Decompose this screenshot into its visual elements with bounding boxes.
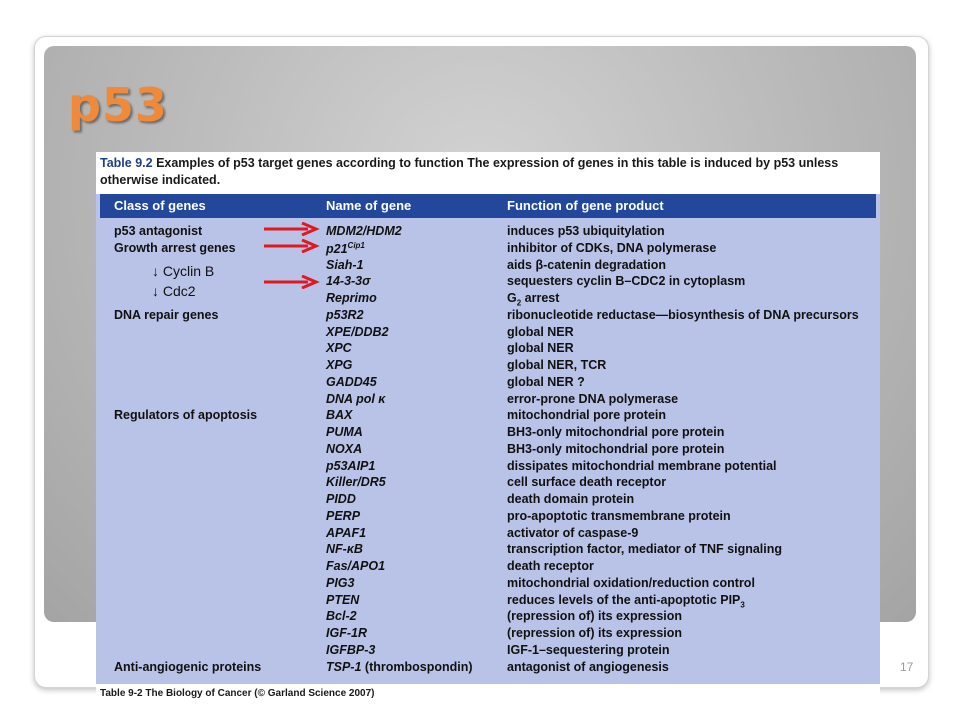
table-row — [96, 241, 880, 258]
arrow-p21-icon — [262, 239, 322, 253]
gene-suffix: (thrombospondin) — [361, 659, 473, 674]
row-function — [507, 308, 859, 322]
row-function — [507, 425, 724, 439]
table-row — [96, 542, 880, 559]
gene-name: DNA pol κ — [326, 391, 386, 406]
gene-name: MDM2/HDM2 — [326, 224, 402, 238]
row-gene — [326, 576, 355, 590]
row-gene — [326, 459, 375, 473]
row-gene — [326, 425, 363, 439]
function-text: activator of caspase-9 — [507, 525, 639, 540]
function-text: BH3-only mitochondrial pore protein — [507, 441, 725, 456]
function-text: antagonist of angiogenesis — [507, 659, 669, 674]
row-gene — [326, 660, 473, 674]
table-caption — [100, 155, 870, 189]
row-gene — [326, 308, 364, 322]
caption-rest: The expression of genes in this table is induced by p53 unless otherwise indicated. — [100, 156, 839, 187]
table-header — [100, 194, 876, 218]
gene-name: p53R2 — [326, 307, 364, 322]
table-row — [96, 509, 880, 526]
row-function — [507, 392, 678, 406]
gene-name: XPC — [326, 341, 352, 356]
function-text: death receptor — [507, 559, 594, 573]
caption-title: Examples of p53 target genes according to function — [156, 156, 464, 170]
gene-name: IGFBP-3 — [326, 642, 376, 657]
function-text: inhibitor of CDKs, DNA polymerase — [507, 240, 717, 255]
gene-name: PUMA — [326, 425, 363, 439]
table-row — [96, 392, 880, 409]
row-function — [507, 408, 666, 422]
row-gene — [326, 291, 377, 305]
table-row — [96, 475, 880, 492]
row-function — [507, 224, 665, 238]
table-row — [96, 224, 880, 241]
table-row — [96, 459, 880, 476]
gene-name: APAF1 — [326, 525, 367, 540]
row-function — [507, 341, 574, 355]
function-text: error-prone DNA polymerase — [507, 391, 679, 406]
row-function — [507, 559, 594, 573]
row-gene — [326, 509, 360, 523]
gene-name: p21 — [326, 241, 348, 256]
function-text: global NER — [507, 341, 574, 356]
gene-name: Reprimo — [326, 291, 377, 305]
row-gene — [326, 559, 385, 573]
row-class: Regulators of apoptosis — [114, 408, 258, 423]
table-row — [96, 609, 880, 626]
annotation-cyclin-b: ↓ Cyclin B — [152, 263, 215, 279]
row-function — [507, 375, 585, 389]
function-text: global NER — [507, 324, 574, 339]
gene-name: XPG — [326, 358, 353, 372]
gene-name: 14-3-3σ — [326, 274, 371, 289]
function-text: aids β-catenin degradation — [507, 257, 667, 272]
function-text: pro-apoptotic transmembrane protein — [507, 508, 731, 523]
function-text: global NER ? — [507, 374, 585, 389]
table-row — [96, 308, 880, 325]
table-row — [96, 576, 880, 593]
table-row — [96, 593, 880, 610]
function-text: reduces levels of the anti-apoptotic PIP — [507, 592, 741, 607]
row-gene — [326, 392, 385, 406]
gene-name: NF-κB — [326, 542, 363, 557]
function-subscript: 3 — [740, 600, 745, 609]
table-figure — [96, 152, 880, 705]
function-text: death domain protein — [507, 492, 635, 506]
gene-superscript: Cip1 — [347, 240, 365, 250]
function-prefix: G — [507, 291, 517, 305]
table-row — [96, 442, 880, 459]
row-function — [507, 626, 682, 640]
gene-name: XPE/DDB2 — [326, 324, 389, 339]
row-gene — [326, 526, 366, 540]
row-function — [507, 609, 682, 623]
row-gene — [326, 224, 402, 238]
gene-name: GADD45 — [326, 374, 377, 389]
header-class: Class of genes — [114, 198, 206, 213]
function-text: (repression of) its expression — [507, 609, 683, 624]
gene-name: PIDD — [326, 492, 356, 506]
row-gene — [326, 475, 386, 489]
row-function — [507, 576, 755, 590]
row-gene — [326, 408, 352, 422]
function-text: IGF-1–sequestering protein — [507, 642, 670, 657]
row-gene — [326, 258, 364, 272]
function-text: global NER, TCR — [507, 358, 607, 372]
row-function — [507, 325, 574, 339]
row-gene — [326, 358, 352, 372]
header-gene: Name of gene — [326, 198, 412, 213]
gene-name: Fas/APO1 — [326, 559, 386, 573]
row-function — [507, 258, 666, 272]
row-function — [507, 358, 606, 372]
row-gene — [326, 375, 377, 389]
function-subscript: 2 — [516, 298, 522, 308]
row-class: DNA repair genes — [114, 307, 219, 322]
gene-name: Killer/DR5 — [326, 475, 386, 490]
row-function — [507, 526, 638, 540]
caption-area — [96, 152, 880, 194]
row-gene — [326, 643, 375, 657]
row-gene — [326, 241, 365, 256]
table-row — [96, 660, 880, 677]
row-gene — [326, 626, 367, 640]
table-row — [96, 526, 880, 543]
gene-name: BAX — [326, 408, 353, 423]
arrow-mdm2-icon — [262, 222, 322, 236]
row-gene — [326, 442, 362, 456]
row-function — [507, 459, 777, 473]
function-text: arrest — [521, 291, 560, 305]
row-gene — [326, 609, 357, 623]
gene-name: PERP — [326, 508, 361, 523]
function-text: mitochondrial oxidation/reduction control — [507, 575, 755, 590]
table-row — [96, 375, 880, 392]
table-row — [96, 341, 880, 358]
gene-name: PIG3 — [326, 575, 355, 590]
header-function: Function of gene product — [507, 198, 664, 213]
gene-name: p53AIP1 — [326, 458, 376, 473]
table-row — [96, 559, 880, 576]
row-function — [507, 274, 745, 288]
table-source: Table 9-2 The Biology of Cancer (© Garland Science 2007) — [100, 688, 375, 699]
slide-title: p53 — [68, 78, 168, 132]
row-gene — [326, 341, 352, 355]
table-body — [96, 224, 880, 676]
function-text: BH3-only mitochondrial pore protein — [507, 425, 725, 439]
gene-name: NOXA — [326, 441, 363, 456]
caption-label: Table 9.2 — [100, 156, 153, 170]
row-function — [507, 542, 782, 556]
footer-area — [96, 684, 880, 705]
function-text: transcription factor, mediator of TNF signaling — [507, 542, 783, 557]
function-text: cell surface death receptor — [507, 475, 667, 490]
row-gene — [326, 325, 389, 339]
row-function — [507, 509, 731, 523]
gene-name: PTEN — [326, 592, 360, 607]
row-class: Anti-angiogenic proteins — [114, 659, 262, 674]
gene-name: TSP-1 — [326, 659, 362, 674]
function-text: sequesters cyclin B–CDC2 in cytoplasm — [507, 274, 746, 289]
row-gene — [326, 542, 363, 556]
row-class: p53 antagonist — [114, 224, 203, 238]
row-class: Growth arrest genes — [114, 240, 236, 255]
function-text: dissipates mitochondrial membrane potential — [507, 458, 777, 473]
table-row — [96, 291, 880, 308]
row-function — [507, 593, 745, 610]
table-row — [96, 425, 880, 442]
row-function — [507, 643, 670, 657]
arrow-14-3-3-icon — [262, 275, 322, 289]
table-row — [96, 492, 880, 509]
row-function — [507, 492, 634, 506]
row-gene — [326, 492, 356, 506]
table-row — [96, 643, 880, 660]
table-row — [96, 626, 880, 643]
gene-name: IGF-1R — [326, 626, 367, 640]
annotation-cdc2: ↓ Cdc2 — [152, 283, 196, 299]
function-text: ribonucleotide reductase—biosynthesis of DNA precursors — [507, 307, 859, 322]
row-function — [507, 475, 666, 489]
row-function — [507, 442, 724, 456]
row-gene — [326, 274, 370, 288]
function-text: mitochondrial pore protein — [507, 408, 667, 423]
row-function — [507, 660, 669, 674]
row-function — [507, 291, 559, 308]
page-number: 17 — [900, 660, 914, 674]
row-gene — [326, 593, 359, 607]
gene-name: Siah-1 — [326, 257, 364, 272]
function-text: (repression of) its expression — [507, 626, 683, 640]
function-text: induces p53 ubiquitylation — [507, 224, 665, 238]
table-row — [96, 408, 880, 425]
row-function — [507, 241, 716, 255]
table-row — [96, 325, 880, 342]
gene-name: Bcl-2 — [326, 609, 357, 624]
table-row — [96, 358, 880, 375]
